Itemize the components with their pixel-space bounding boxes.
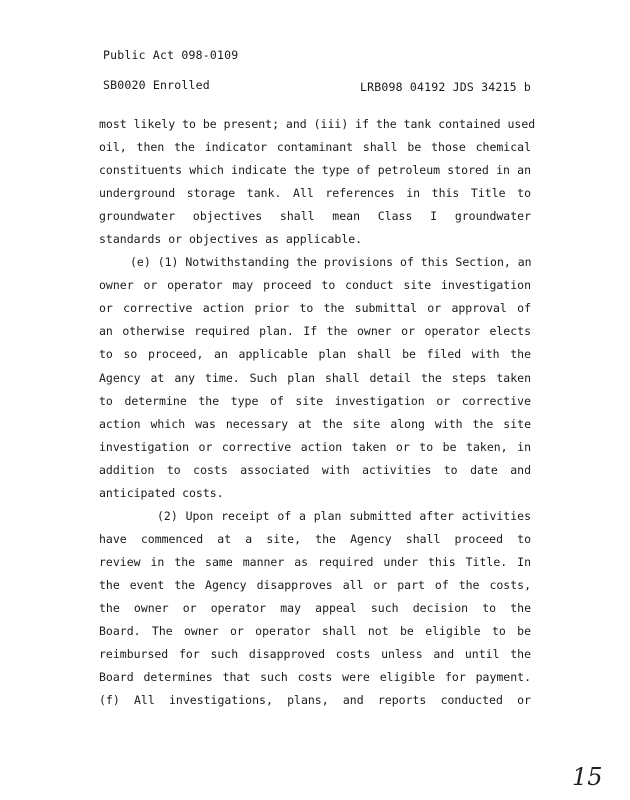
page-number: 15: [572, 763, 603, 791]
lrb-number-header: LRB098 04192 JDS 34215 b: [360, 80, 531, 94]
text-line: the owner or operator may appeal such decision to the: [99, 600, 531, 615]
text-line: reimbursed for such disapproved costs unless and until the: [99, 647, 531, 662]
text-line: the event the Agency disapproves all or part of the costs,: [99, 577, 531, 592]
text-line: anticipated costs.: [99, 485, 224, 500]
text-line: groundwater objectives shall mean Class I groundwater: [99, 209, 531, 224]
text-line: owner or operator may proceed to conduct site investigation: [99, 278, 531, 293]
text-line: oil, then the indicator contaminant shall be those chemical: [99, 140, 531, 155]
bill-number-header: SB0020 Enrolled: [103, 78, 210, 92]
text-line: review in the same manner as required under this Title. In: [99, 554, 531, 569]
text-line: an otherwise required plan. If the owner or operator elects: [99, 324, 531, 339]
text-line: most likely to be present; and (iii) if the tank contained used: [99, 117, 536, 131]
text-line: constituents which indicate the type of petroleum stored in an: [99, 163, 531, 178]
text-line: (e) (1) Notwithstanding the provisions of this Section, an: [130, 255, 532, 270]
text-line: have commenced at a site, the Agency shall proceed to: [99, 531, 531, 546]
text-line: (f) All investigations, plans, and reports conducted or: [99, 693, 531, 708]
text-line: to so proceed, an applicable plan shall be filed with the: [99, 347, 531, 362]
public-act-header: Public Act 098-0109: [103, 48, 239, 62]
text-line: or corrective action prior to the submittal or approval of: [99, 301, 531, 316]
text-line: to determine the type of site investigation or corrective: [99, 393, 531, 408]
text-line: standards or objectives as applicable.: [99, 232, 363, 247]
text-line: Board determines that such costs were eligible for payment.: [99, 670, 531, 685]
text-line: investigation or corrective action taken or to be taken, in: [99, 439, 531, 454]
text-line: underground storage tank. All references in this Title to: [99, 186, 531, 201]
text-line: Agency at any time. Such plan shall detail the steps taken: [99, 370, 531, 385]
text-line: action which was necessary at the site along with the site: [99, 416, 531, 431]
text-line: Board. The owner or operator shall not be eligible to be: [99, 624, 531, 639]
text-line: addition to costs associated with activities to date and: [99, 462, 531, 477]
body-text: [99, 113, 536, 712]
text-line: (2) Upon receipt of a plan submitted after activities: [157, 508, 531, 523]
